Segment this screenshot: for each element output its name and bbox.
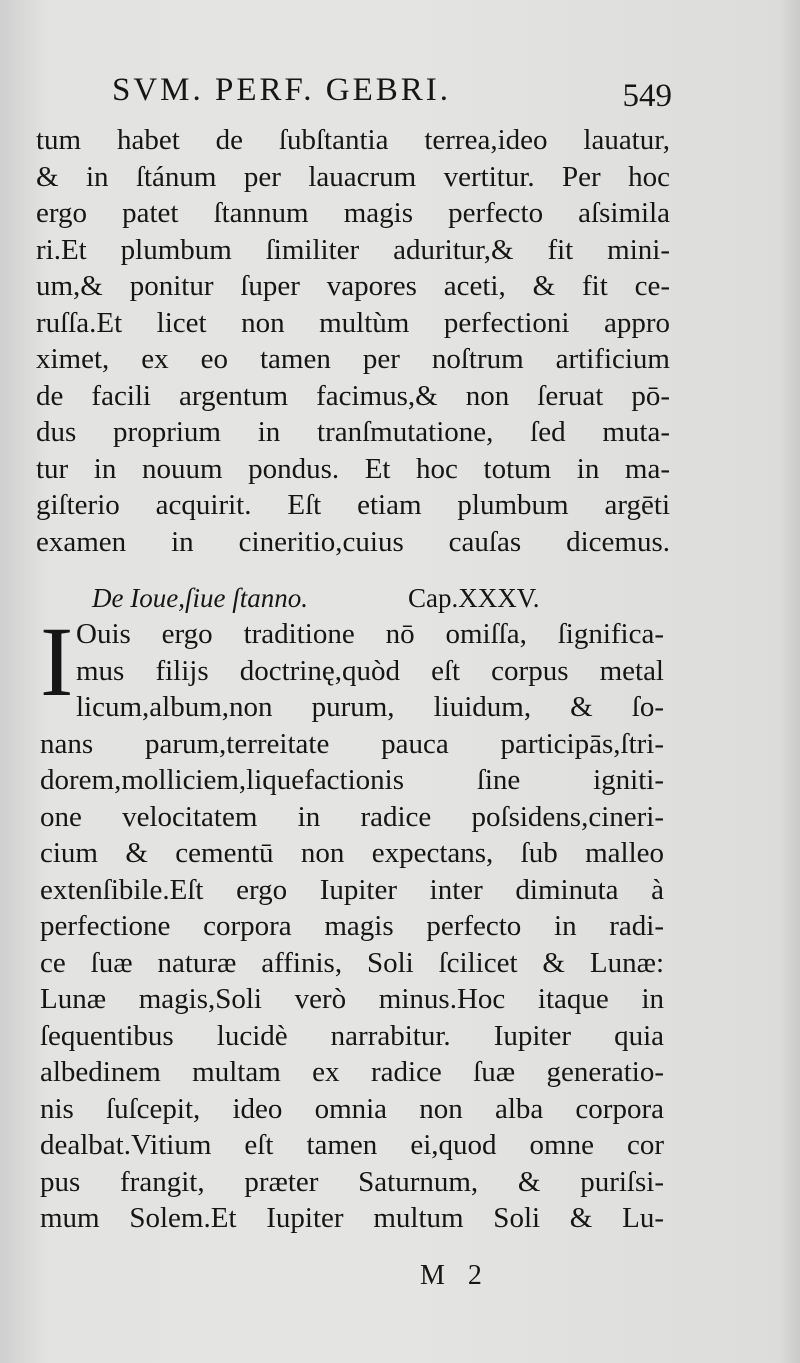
running-title: SVM. PERF. GEBRI. (112, 72, 452, 108)
chapter-line: Lunæ magis,Soli verò minus.Hoc itaque in (40, 983, 664, 1015)
signature-mark: M 2 (420, 1260, 490, 1291)
text-line: & in ſtánum per lauacrum vertitur. Per hoc (36, 160, 670, 193)
text-line: tur in nouum pondus. Et hoc totum in ma- (36, 452, 670, 485)
chapter-line: licum,album,non purum, liuidum, & ſo- (76, 691, 664, 723)
text-line: examen in cineritio,cuius cauſas dicemus. (36, 525, 670, 558)
chapter-title: De Ioue,ſiue ſtanno. (92, 583, 308, 613)
chapter-line: nis ſuſcepit, ideo omnia non alba corpora (40, 1092, 664, 1125)
chapter-line: albedinem multam ex radice ſuæ generatio- (40, 1056, 664, 1088)
running-head (112, 72, 672, 122)
text-line: ximet, ex eo tamen per noſtrum artificium (36, 343, 670, 375)
drop-cap-initial: I (40, 606, 74, 717)
chapter-line: extenſibile.Eſt ergo Iupiter inter diminuta à (40, 873, 664, 906)
chapter-line: mus filijs doctrinę,quòd eſt corpus metal (76, 654, 664, 687)
text-line: dus proprium in tranſmutatione, ſed muta- (36, 416, 670, 448)
chapter-line: ſequentibus lucidè narrabitur. Iupiter quia (40, 1019, 664, 1052)
chapter-line: dorem,molliciem,liquefactionis ſine igniti- (40, 764, 664, 796)
chapter-line: ce ſuæ naturæ affinis, Soli ſcilicet & Lunæ: (40, 946, 664, 979)
chapter-line: one velocitatem in radice poſsidens,cineri- (40, 800, 664, 833)
text-line: tum habet de ſubſtantia terrea,ideo lauatur, (36, 124, 670, 156)
page-number: 549 (622, 78, 672, 114)
text-line: giſterio acquirit. Eſt etiam plumbum argēti (36, 489, 670, 521)
text-line: ri.Et plumbum ſimiliter aduritur,& fit mini- (36, 233, 670, 266)
chapter-line: mum Solem.Et Iupiter multum Soli & Lu- (40, 1202, 664, 1234)
page-edge-shadow (778, 0, 800, 1363)
chapter-line: Ouis ergo traditione nō omiſſa, ſignifica- (76, 618, 664, 650)
chapter-body (40, 606, 664, 1237)
text-line: de facili argentum facimus,& non ſeruat pō- (36, 379, 670, 412)
chapter-line: dealbat.Vitium eſt tamen ei,quod omne cor (40, 1129, 664, 1161)
text-line: ruſſa.Et licet non multùm perfectioni appro (36, 306, 670, 339)
text-top (36, 122, 670, 560)
chapter-line: pus frangit, præter Saturnum, & puriſsi- (40, 1165, 664, 1198)
chapter-number: Cap.XXXV. (408, 583, 540, 613)
chapter-heading (92, 580, 592, 616)
chapter-line: nans parum,terreitate pauca participās,ſtri- (40, 727, 664, 760)
chapter-line: perfectione corpora magis perfecto in radi- (40, 910, 664, 942)
text-line: ergo patet ſtannum magis perfecto aſsimila (36, 197, 670, 229)
chapter-line: cium & cementū non expectans, ſub malleo (40, 837, 664, 869)
text-line: um,& ponitur ſuper vapores aceti, & fit ce- (36, 270, 670, 302)
